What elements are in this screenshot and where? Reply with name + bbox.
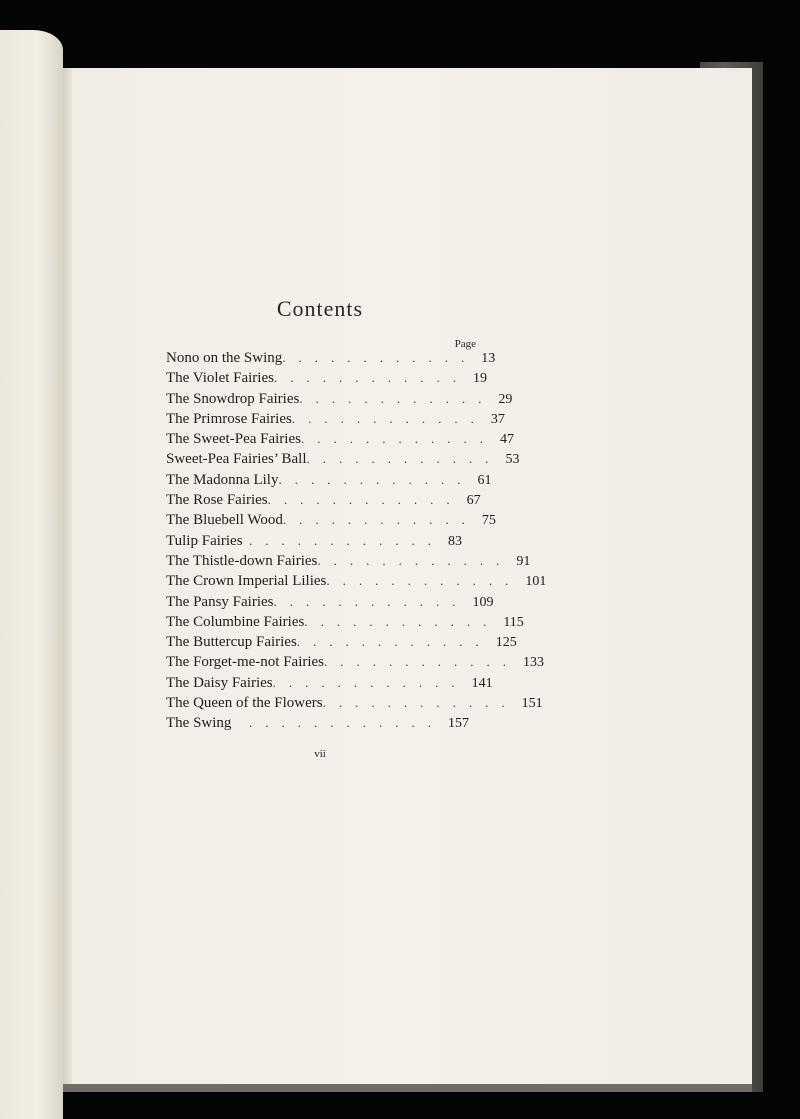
toc-entry-title: The Queen of the Flowers	[166, 695, 323, 712]
toc-entry-page: 61	[477, 472, 492, 488]
toc-entry-title: The Columbine Fairies	[166, 613, 305, 630]
toc-dot-leader: ............	[273, 593, 469, 609]
toc-entry-title: Nono on the Swing	[166, 350, 283, 366]
toc-dot-leader: ............	[300, 431, 496, 447]
toc-dot-leader: ............	[317, 552, 513, 568]
toc-entry	[166, 593, 494, 614]
toc-entry	[166, 410, 505, 431]
toc-dot-leader: ............	[272, 674, 468, 690]
toc-entry	[166, 431, 514, 451]
toc-entry	[166, 695, 543, 715]
toc-entry-page: 125	[495, 635, 517, 651]
toc-entry	[166, 552, 531, 573]
page-folio: vii	[314, 748, 326, 760]
toc-dot-leader: ............	[282, 350, 478, 365]
toc-entry-title: Tulip Fairies	[166, 532, 243, 549]
left-page-edge	[0, 30, 63, 1119]
toc-entry-title: The Forget-me-not Fairies	[166, 654, 325, 671]
toc-entry	[166, 533, 478, 553]
toc-entry-page: 133	[523, 655, 545, 671]
toc-dot-leader: ............	[304, 613, 500, 629]
toc-dot-leader: ............	[267, 492, 463, 508]
toc-entry	[166, 573, 547, 593]
toc-dot-leader: ............	[273, 370, 469, 386]
toc-entry	[166, 471, 492, 492]
toc-entry-title: The Sweet-Pea Fairies	[166, 431, 301, 448]
toc-entry	[166, 451, 520, 471]
toc-entry-page: 75	[481, 513, 496, 529]
toc-entry-page: 29	[498, 391, 513, 407]
toc-dot-leader: ............	[299, 390, 495, 406]
toc-entry-page: 67	[466, 493, 481, 509]
toc-entry-page: 37	[490, 411, 505, 427]
toc-entry-page: 19	[472, 371, 487, 387]
toc-entry-title: The Thistle-down Fairies	[166, 552, 318, 569]
toc-entry-title: The Primrose Fairies	[166, 410, 292, 427]
toc-dot-leader: ............	[278, 471, 474, 487]
toc-entry-title: The Daisy Fairies	[166, 674, 273, 691]
toc-dot-leader: ............	[296, 634, 492, 650]
toc-entry	[166, 512, 496, 532]
toc-dot-leader: ............	[326, 573, 522, 589]
page-column-label: Page	[454, 338, 476, 350]
toc-entry-title: The Swing	[166, 715, 232, 732]
contents-heading: Contents	[276, 296, 364, 321]
toc-entry-page: 53	[505, 452, 520, 468]
toc-entry-page: 109	[472, 594, 494, 610]
toc-entry	[166, 654, 545, 674]
table-of-contents	[166, 350, 547, 736]
toc-dot-leader: ............	[249, 715, 444, 731]
toc-entry-title: Sweet-Pea Fairies’ Ball	[166, 451, 307, 468]
toc-entry-title: The Rose Fairies	[166, 492, 268, 509]
toc-dot-leader: ............	[306, 451, 502, 467]
toc-dot-leader: ............	[324, 654, 520, 670]
toc-entry	[166, 715, 478, 735]
toc-entry	[166, 492, 481, 512]
toc-dot-leader: ............	[322, 695, 518, 711]
toc-entry-title: The Madonna Lily	[166, 471, 279, 488]
toc-entry	[166, 634, 517, 654]
toc-entry-page: 141	[471, 675, 493, 691]
toc-entry	[166, 390, 513, 411]
toc-dot-leader: ............	[282, 512, 478, 528]
toc-entry-title: The Crown Imperial Lilies	[166, 573, 327, 590]
toc-entry	[166, 674, 493, 695]
toc-entry-page: 101	[525, 574, 547, 590]
toc-entry-title: The Bluebell Wood	[166, 512, 283, 529]
toc-entry-title: The Buttercup Fairies	[166, 634, 297, 651]
toc-entry-title: The Snowdrop Fairies	[166, 390, 300, 407]
toc-entry-page: 91	[516, 553, 531, 569]
toc-entry	[166, 350, 496, 370]
toc-entry-page: 151	[521, 696, 543, 712]
toc-entry-page: 157	[448, 716, 469, 732]
toc-entry-title: The Pansy Fairies	[166, 593, 274, 610]
toc-dot-leader: ............	[291, 410, 487, 426]
toc-entry-page: 115	[503, 614, 524, 630]
toc-entry	[166, 370, 487, 390]
toc-entry-title: The Violet Fairies	[166, 370, 274, 387]
toc-dot-leader: ............	[249, 532, 444, 548]
toc-entry-page: 13	[481, 351, 496, 366]
toc-entry-page: 47	[499, 432, 514, 448]
toc-entry-page: 83	[448, 533, 462, 549]
toc-entry	[166, 613, 524, 634]
